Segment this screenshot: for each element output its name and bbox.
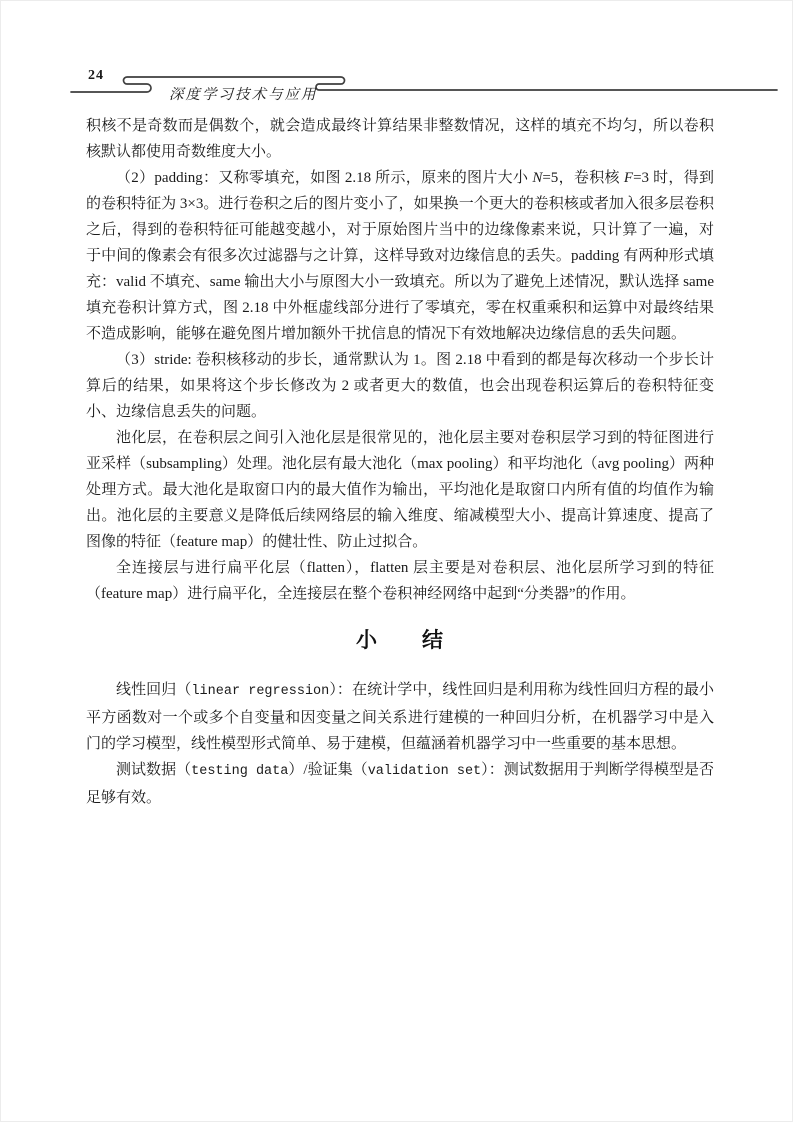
variable-n: N bbox=[532, 170, 543, 186]
padding-text-2: =5，卷积核 bbox=[542, 170, 624, 186]
testing-data-text-3: ）：测试数据用于判断学得模型是否足够有效。 bbox=[86, 762, 715, 806]
paragraph-pooling-layer: 池化层，在卷积层之间引入池化层是很常见的，池化层主要对卷积层学习到的特征图进行亚采样（subsampling）处理。池化层有最大池化（max pooling）和平均池化（avg pooling）两种处理方式。最大池化是取窗口内的最大值作为输出，平均池化是取窗口内所有值的均值作为输出。池化层的主要意义是降低后续网络层的输入维度、缩减模型大小、提高计算速度、提高了图像的特征（feature map）的健壮性、防止过拟合。 bbox=[86, 430, 714, 550]
term-linear-regression: linear regression bbox=[191, 684, 330, 699]
paragraph-flatten-fc-layer: 全连接层与进行扁平化层（flatten），flatten 层主要是对卷积层、池化层所学习到的特征（feature map）进行扁平化，全连接层在整个卷积神经网络中起到“分类器”的作用。 bbox=[86, 560, 714, 602]
paragraph-stride: （3）stride: 卷积核移动的步长，通常默认为 1。图 2.18 中看到的都是每次移动一个步长计算后的结果，如果将这个步长修改为 2 或者更大的数值，也会出现卷积运算后的卷积特征变小、边缘信息丢失的问题。 bbox=[86, 352, 714, 420]
variable-f: F bbox=[623, 170, 634, 186]
padding-text-1: （2）padding：又称零填充，如图 2.18 所示，原来的图片大小 bbox=[116, 170, 533, 186]
paragraph-testing-data bbox=[86, 757, 714, 811]
term-validation-set: validation set bbox=[367, 764, 482, 779]
term-testing-data: testing data bbox=[191, 764, 289, 779]
linear-regression-text-1: 线性回归（ bbox=[116, 682, 192, 698]
paragraph-linear-regression bbox=[86, 677, 714, 757]
linear-regression-text-2: ）：在统计学中，线性回归是利用称为线性回归方程的最小平方函数对一个或多个自变量和因变量之间关系进行建模的一种回归分析，在机器学习中是入门的学习模型，线性模型形式简单、易于建模，但蕴涵着机器学习中一些重要的基本思想。 bbox=[86, 682, 714, 752]
running-title: 深度学习技术与应用 bbox=[169, 87, 318, 103]
page-number: 24 bbox=[88, 68, 104, 83]
page-content bbox=[86, 113, 714, 811]
testing-data-text-2: ）/验证集（ bbox=[288, 762, 368, 778]
paragraph-padding bbox=[86, 165, 714, 347]
summary-heading: 小 结 bbox=[356, 628, 444, 652]
testing-data-text-1: 测试数据（ bbox=[116, 762, 192, 778]
paragraph-kernel-odd-size: 积核不是奇数而是偶数个，就会造成最终计算结果非整数情况，这样的填充不均匀，所以卷积核默认都使用奇数维度大小。 bbox=[86, 118, 714, 160]
padding-text-3: =3 时，得到的卷积特征为 3×3。进行卷积之后的图片变小了，如果换一个更大的卷积核或者加入很多层卷积之后，得到的卷积特征可能越变越小，对于原始图片当中的边缘像素来说，只计算了一遍，对于中间的像素会有很多次过滤器与之计算，这样导致对边缘信息的丢失。padding 有两种形式填充：valid 不填充、same 输出大小与原图大小一致填充。所以为了避免上述情况，默认选择 same 填充卷积计算方式，图 2.18 中外框虚线部分进行了零填充，零在权重乘积和运算中对最终结果不造成影响，能够在避免图片增加额外干扰信息的情况下有效地解决边缘信息的丢失问题。 bbox=[86, 170, 714, 342]
